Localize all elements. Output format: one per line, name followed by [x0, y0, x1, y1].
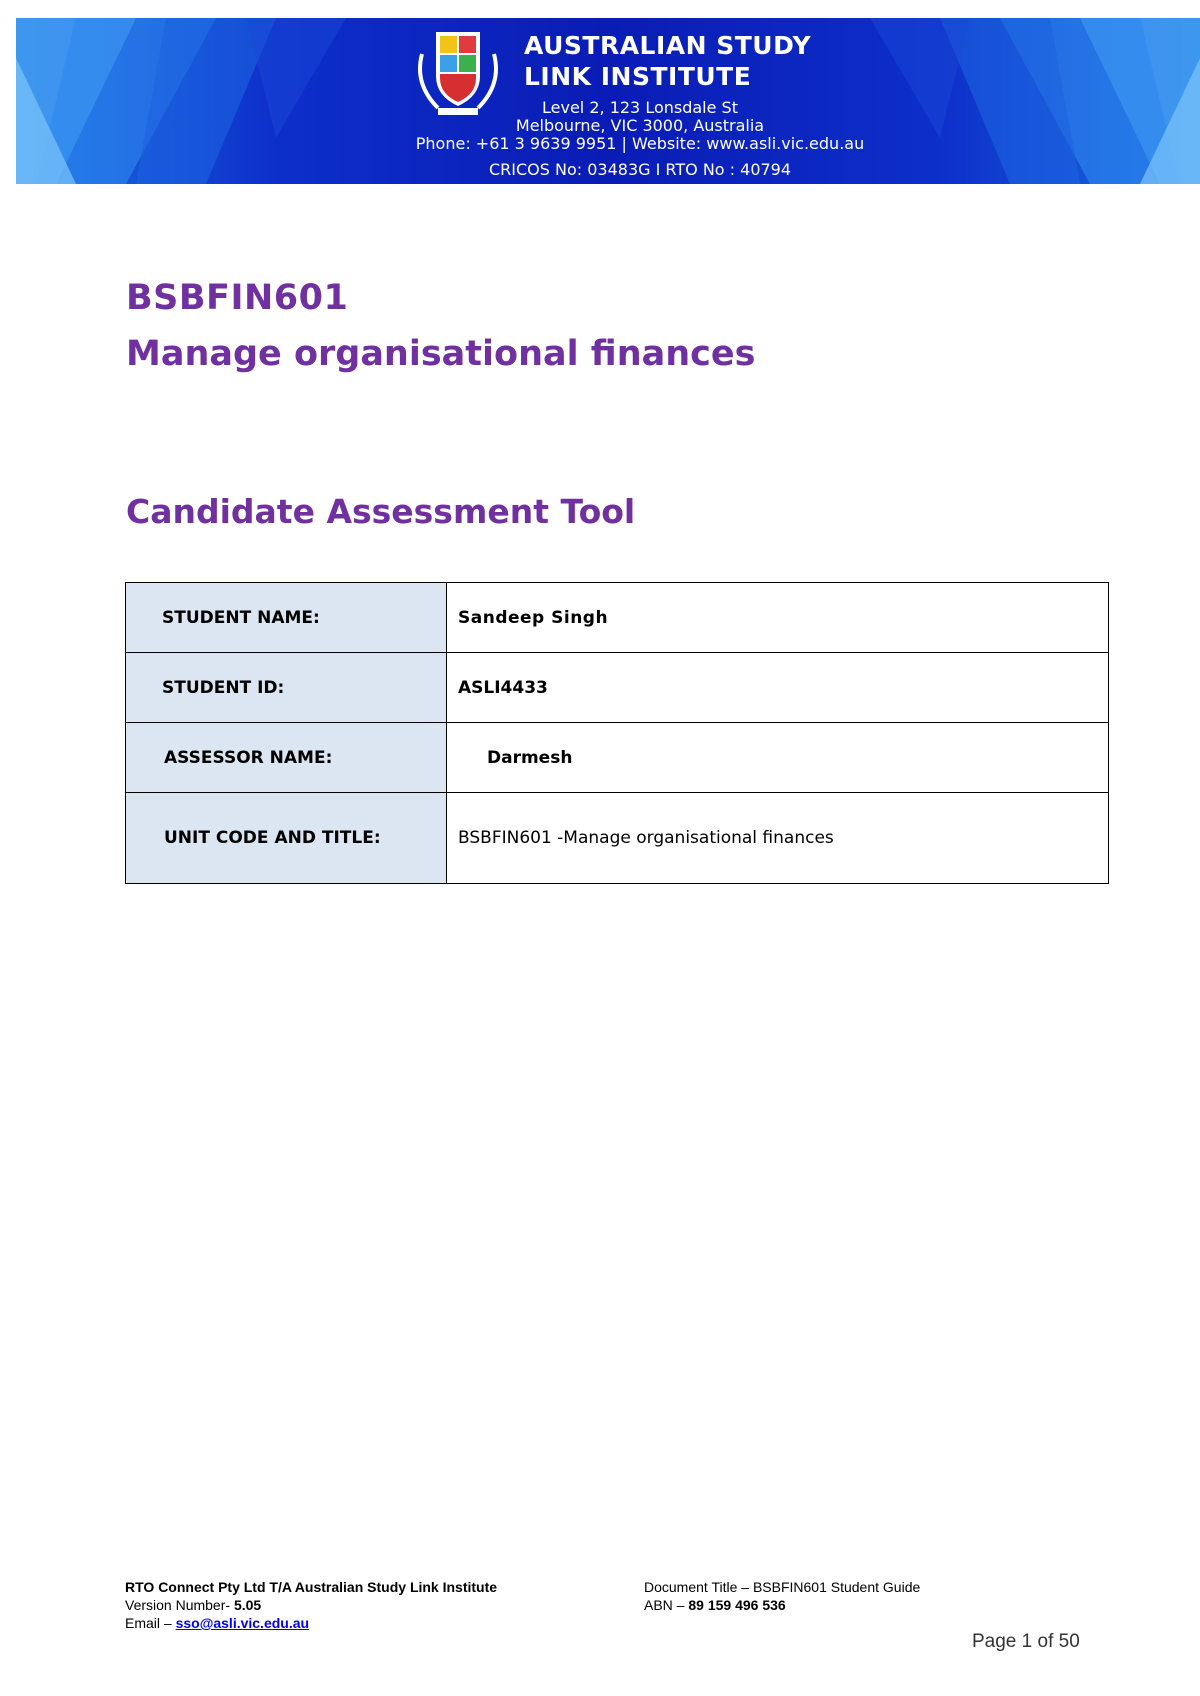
version-value: 5.05 — [233, 1597, 262, 1613]
student-id-value: ASLI4433 — [447, 653, 1109, 723]
assessment-tool-heading: Candidate Assessment Tool — [126, 492, 636, 531]
student-info-table — [125, 582, 1109, 884]
footer-doc-title: Document Title – BSBFIN601 Student Guide — [644, 1579, 921, 1595]
address-line1: Level 2, 123 Lonsdale St — [542, 98, 738, 117]
footer-email — [125, 1614, 497, 1632]
page-number: Page 1 of 50 — [972, 1631, 1080, 1652]
footer-company: RTO Connect Pty Ltd T/A Australian Study Link Institute — [125, 1579, 498, 1595]
email-link[interactable]: sso@asli.vic.edu.au — [175, 1615, 310, 1631]
unit-code-title-value: BSBFIN601 -Manage organisational finances — [447, 793, 1109, 884]
table-row — [126, 723, 1109, 793]
cricos-line: CRICOS No: 03483G I RTO No : 40794 — [488, 160, 792, 179]
footer-version — [125, 1596, 497, 1614]
institute-name-line1: AUSTRALIAN STUDY — [524, 31, 812, 60]
header-banner — [16, 18, 1200, 184]
abn-label: ABN – — [644, 1597, 689, 1613]
email-label: Email – — [125, 1615, 176, 1631]
address-line2: Melbourne, VIC 3000, Australia — [515, 116, 765, 135]
footer-abn — [644, 1596, 920, 1614]
assessor-name-value: Darmesh — [447, 723, 1109, 793]
version-label: Version Number- — [125, 1597, 234, 1613]
student-name-label: STUDENT NAME: — [126, 583, 447, 653]
student-name-value: Sandeep Singh — [447, 583, 1109, 653]
unit-code-title-label: UNIT CODE AND TITLE: — [126, 793, 447, 884]
institute-name-line2: LINK INSTITUTE — [524, 62, 752, 91]
table-row — [126, 583, 1109, 653]
footer-left — [125, 1578, 497, 1632]
table-row — [126, 653, 1109, 723]
unit-code-heading: BSBFIN601 — [126, 278, 349, 318]
contact-line: Phone: +61 3 9639 9951 | Website: www.asli.vic.edu.au — [415, 134, 865, 153]
assessor-name-label: ASSESSOR NAME: — [126, 723, 447, 793]
institute-name — [524, 30, 811, 92]
footer-right — [644, 1578, 920, 1614]
student-id-label: STUDENT ID: — [126, 653, 447, 723]
abn-value: 89 159 496 536 — [688, 1597, 786, 1613]
table-row — [126, 793, 1109, 884]
unit-title-heading: Manage organisational finances — [126, 334, 756, 374]
